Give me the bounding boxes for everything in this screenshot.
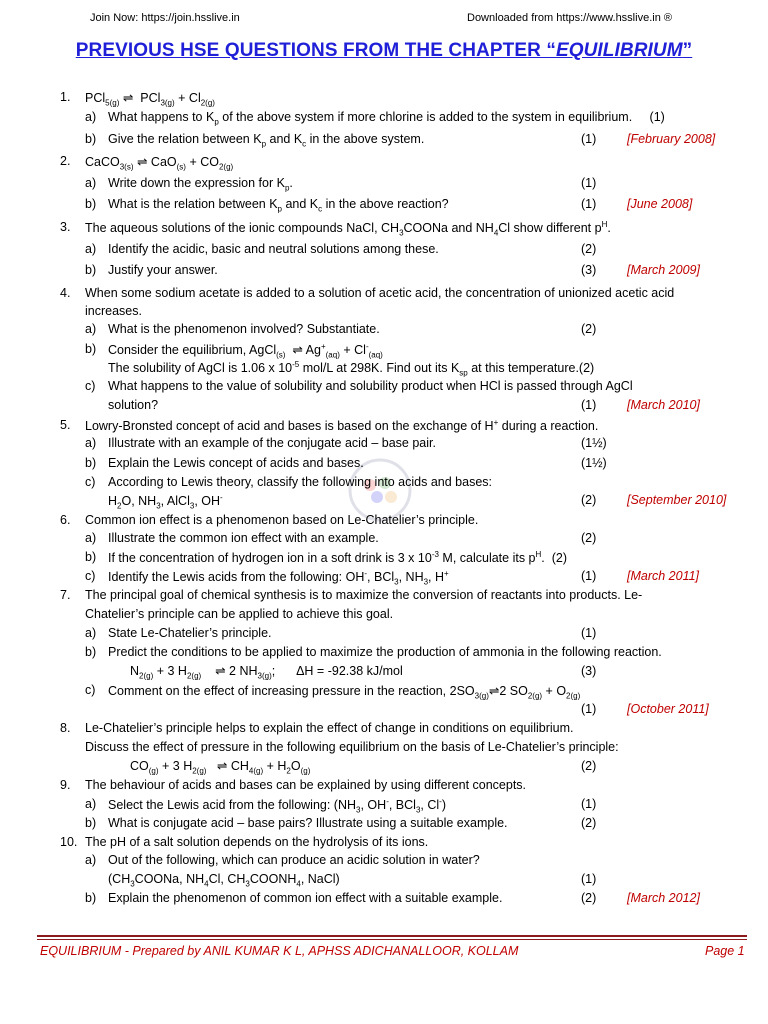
q4c: What happens to the value of solubility and solubility product when HCl is passed through AgCl xyxy=(108,379,633,393)
q6b: If the concentration of hydrogen ion in a soft drink is 3 x $10^{-3}$ M, calculate its $p^H$. (2) xyxy=(108,550,567,566)
q4b: Consider the equilibrium, AgCl$_{(s)}$ ⇌ $Ag^+_{(aq)} + Cl^-_{(aq)}$ xyxy=(108,342,383,360)
q1-equation: PCl$_{5(g)}$ ⇌ $PCl_{3(g)} + Cl_{2(g)}$ xyxy=(85,91,215,108)
q9a: Select the Lewis acid from the following: ($NH_3$, OH-, BCl$_3$, Cl-) xyxy=(108,797,446,815)
page-number: Page 1 xyxy=(705,944,745,958)
q4a: What is the phenomenon involved? Substantiate. xyxy=(108,322,380,336)
q7b: Predict the conditions to be applied to maximize the production of ammonia in the following reaction. xyxy=(108,645,662,659)
year-tag: [March 2010] xyxy=(627,398,700,412)
footer-rule-thin xyxy=(37,939,747,940)
q10b: Explain the phenomenon of common ion effect with a suitable example. xyxy=(108,891,503,905)
year-tag: [March 2012] xyxy=(627,891,700,905)
q7: The principal goal of chemical synthesis is to maximize the conversion of reactants into products. Le- xyxy=(85,588,643,602)
year-tag: [February 2008] xyxy=(627,132,716,146)
year-tag: [March 2009] xyxy=(627,263,700,277)
q5c: According to Lewis theory, classify the following into acids and bases: xyxy=(108,475,492,489)
q8-equation: $CO_{(g)} + 3$ $H_{2(g)}$ ⇌ $CH_{4(g)} + H_2O_{(g)}$ xyxy=(130,759,311,776)
q7b-equation: $N_{2(g)} + 3$ $H_{2(g)}$ ⇌ 2 $NH_{3(g)}$; ΔH = -92.38 kJ/mol xyxy=(130,664,403,681)
q10a: Out of the following, which can produce an acidic solution in water? xyxy=(108,853,480,867)
q10: The pH of a salt solution depends on the hydrolysis of its ions. xyxy=(85,835,429,849)
header-download-link[interactable]: Downloaded from https://www.hsslive.in ® xyxy=(467,12,672,24)
q2b: What is the relation between $K_p$ and $K_c$ in the above reaction? xyxy=(108,197,449,214)
q4: When some sodium acetate is added to a solution of acetic acid, the concentration of unionized acetic acid xyxy=(85,286,675,300)
q5a: Illustrate with an example of the conjugate acid – base pair. xyxy=(108,436,436,450)
page-title: PREVIOUS HSE QUESTIONS FROM THE CHAPTER “EQUILIBRIUM” xyxy=(75,40,693,61)
q8: Le-Chatelier’s principle helps to explain the effect of change in conditions on equilibrium. xyxy=(85,721,574,735)
year-tag: [March 2011] xyxy=(627,569,700,583)
q5b: Explain the Lewis concept of acids and bases. xyxy=(108,456,364,470)
header-join-link[interactable]: Join Now: https://join.hsslive.in xyxy=(90,12,240,24)
q3a: Identify the acidic, basic and neutral solutions among these. xyxy=(108,242,439,256)
q9b: What is conjugate acid – base pairs? Illustrate using a suitable example. xyxy=(108,816,508,830)
q6a: Illustrate the common ion effect with an example. xyxy=(108,531,379,545)
footer-rule xyxy=(37,935,747,937)
year-tag: [October 2011] xyxy=(627,702,709,716)
q7a: State Le-Chatelier’s principle. xyxy=(108,626,272,640)
footer-credit: EQUILIBRIUM - Prepared by ANIL KUMAR K L, APHSS ADICHANALLOOR, KOLLAM xyxy=(40,944,519,958)
q1a: What happens to $K_p$ of the above system if more chlorine is added to the system in equilibrium. (1) xyxy=(108,110,665,127)
q3: The aqueous solutions of the ionic compounds NaCl, $CH_3COONa$ and $NH_4Cl$ show different $p^H$. xyxy=(85,220,611,238)
year-tag: [September 2010] xyxy=(627,493,727,507)
q-number: 1. xyxy=(60,90,71,104)
q2-equation: CaCO$_{3(s)}$ ⇌ $CaO_{(s)} + CO_{2(g)}$ xyxy=(85,155,234,172)
q3b: Justify your answer. xyxy=(108,263,218,277)
q2a: Write down the expression for $K_p$. xyxy=(108,176,293,193)
q6c: Identify the Lewis acids from the following: OH-, BCl$_3$, $NH_3$, H+ xyxy=(108,569,449,587)
q1b: Give the relation between $K_p$ and $K_c$ in the above system. xyxy=(108,132,425,149)
q5: Lowry-Bronsted concept of acid and bases is based on the exchange of H+ during a reaction. xyxy=(85,418,599,434)
q6: Common ion effect is a phenomenon based on Le-Chatelier’s principle. xyxy=(85,513,479,527)
q7c: Comment on the effect of increasing pressure in the reaction, $2SO_{3(g)}\rightleftharpoons 2$ $SO_{2(g)} + O_{2(g)}$ xyxy=(108,684,581,701)
q9: The behaviour of acids and bases can be explained by using different concepts. xyxy=(85,778,527,792)
year-tag: [June 2008] xyxy=(627,197,693,211)
